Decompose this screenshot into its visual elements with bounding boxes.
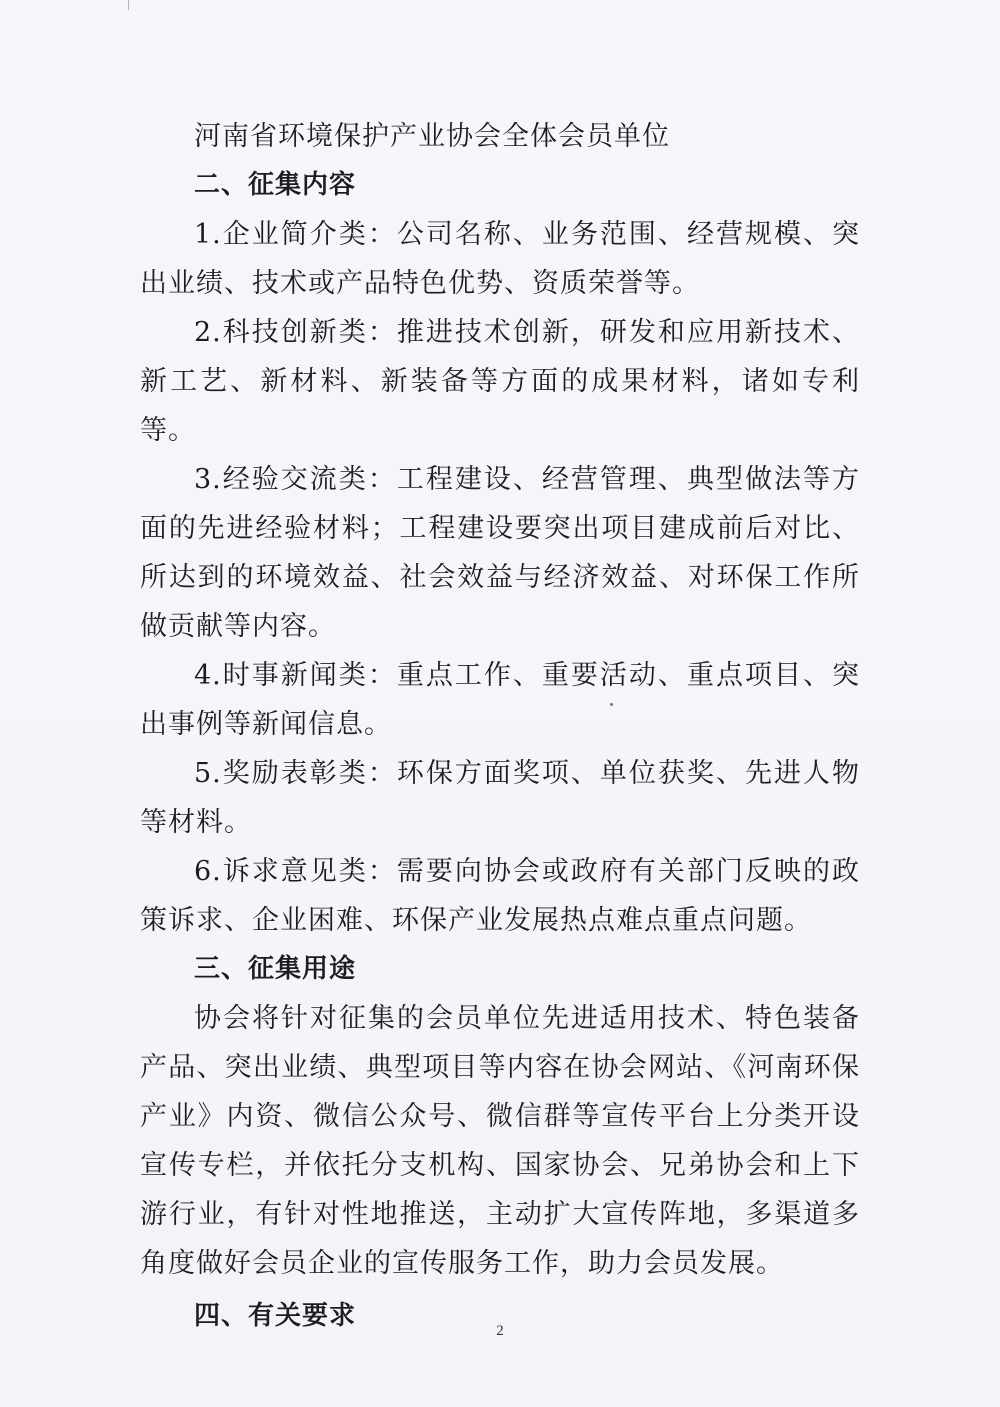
content-item-1: 1.企业简介类：公司名称、业务范围、经营规模、突出业绩、技术或产品特色优势、资质荣誉等。: [140, 219, 860, 299]
scan-mark: [128, 0, 129, 10]
content-item-2: 2.科技创新类：推进技术创新，研发和应用新技术、新工艺、新材料、新装备等方面的成果材料，诸如专利等。: [140, 317, 860, 446]
section-heading-collection-content: 二、征集内容: [194, 170, 357, 200]
section-heading-requirements: 四、有关要求: [194, 1301, 357, 1331]
section-heading-collection-use: 三、征集用途: [194, 954, 357, 984]
content-item-3: 3.经验交流类：工程建设、经营管理、典型做法等方面的先进经验材料；工程建设要突出项目建成前后对比、所达到的环境效益、社会效益与经济效益、对环保工作所做贡献等内容。: [140, 464, 860, 642]
document-body: [140, 112, 860, 1341]
page-number: 2: [496, 1323, 504, 1339]
collection-use-paragraph: 协会将针对征集的会员单位先进适用技术、特色装备产品、突出业绩、典型项目等内容在协会网站、《河南环保产业》内资、微信公众号、微信群等宣传平台上分类开设宣传专栏，并依托分支机构、国家协会、兄弟协会和上下游行业，有针对性地推送，主动扩大宣传阵地，多渠道多角度做好会员企业的宣传服务工作，助力会员发展。: [140, 1003, 860, 1279]
recipient-line: 河南省环境保护产业协会全体会员单位: [194, 121, 670, 152]
content-item-6: 6.诉求意见类：需要向协会或政府有关部门反映的政策诉求、企业困难、环保产业发展热点难点重点问题。: [140, 856, 860, 936]
scan-speck: [610, 703, 613, 706]
content-item-5: 5.奖励表彰类：环保方面奖项、单位获奖、先进人物等材料。: [140, 758, 860, 838]
content-item-4: 4.时事新闻类：重点工作、重要活动、重点项目、突出事例等新闻信息。: [140, 660, 860, 740]
